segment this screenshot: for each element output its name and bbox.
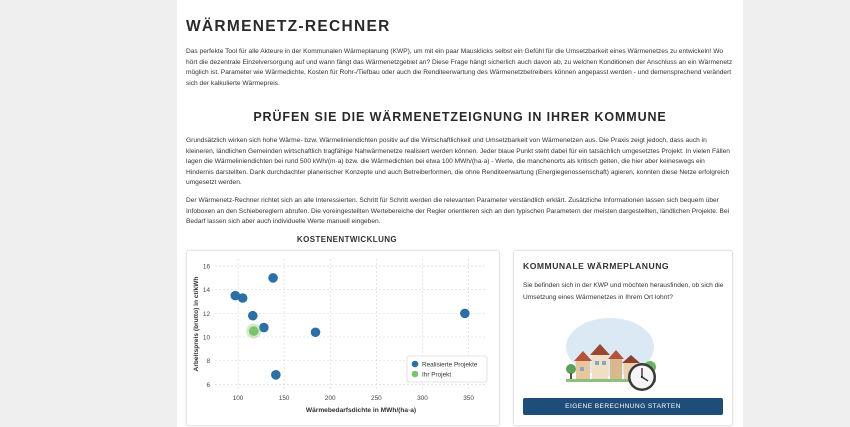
y-tick-label: 10 (202, 334, 210, 342)
x-tick-label: 200 (324, 395, 336, 402)
tree-icon (566, 364, 576, 374)
legend-label: Ihr Projekt (422, 371, 452, 379)
section-title: PRÜFEN SIE DIE WÄRMENETZEIGNUNG IN IHRER KOMMUNE (253, 110, 667, 124)
x-tick-label: 350 (463, 395, 474, 402)
clock-icon (628, 363, 656, 391)
page-content (177, 0, 743, 427)
data-point-own-project (249, 326, 259, 336)
chart-card (186, 250, 500, 426)
data-point-realized-project (238, 293, 248, 303)
scatter-chart (187, 251, 501, 427)
section-paragraph-1: Grundsätzlich wirken sich hohe Wärme- bzw. Wärmeliniendichten positiv auf die Wirtschaftlichkeit und Umsetzbarkeit von Wärmenetzen aus. Die Praxis zeigt jedoch, dass auch in kleineren, ländlichen Gemeinden wirtschaftlich tragfähige Nahwärmenetze realisiert werden können. Jeder blaue Punkt steht dabei für ein tatsächlich umgesetztes Projekt. In vielen Fällen lagen die Wärmeliniendichten bei rund 500 kWh/(m·a) bzw. die Wärmedichten bei etwa 100 MWh/(ha·a) - Werte, die manchenorts als kritisch gelten, die hier aber keineswegs ein Hindernis darstellten. Dank durchdachter planerischer Konzepte und auch Betreiberformen, die ohne Renditeerwartung (Energiegenossenschaft) agieren, konnten diese Netze erfolgreich umgesetzt werden. (186, 137, 730, 186)
x-axis-label: Wärmebedarfsdichte in MWh/(ha·a) (305, 407, 417, 414)
chart-title: KOSTENENTWICKLUNG (296, 235, 398, 244)
village-clock-illustration (564, 317, 664, 395)
y-axis-label: Arbeitspreis (brutto) in ct/kWh (193, 276, 200, 372)
page-title: WÄRMENETZ-RECHNER (186, 18, 391, 35)
x-tick-label: 250 (371, 395, 382, 402)
y-tick-label: 6 (206, 381, 210, 389)
kwp-card (513, 250, 733, 426)
data-point-realized-project (248, 311, 258, 321)
y-tick-label: 16 (202, 263, 210, 271)
kwp-card-text: Sie befinden sich in der KWP und möchten herausfinden, ob sich die Umsetzung eines Wärmenetzes in Ihrem Ort lohnt? (523, 282, 724, 301)
kwp-card-title: KOMMUNALE WÄRMEPLANUNG (523, 261, 670, 271)
legend-marker (412, 371, 419, 378)
start-calculation-button[interactable]: EIGENE BERECHNUNG STARTEN (523, 398, 723, 415)
y-tick-label: 12 (202, 310, 210, 318)
x-tick-label: 150 (278, 395, 290, 402)
section-paragraph-2: Der Wärmenetz-Rechner richtet sich an alle Interessierten. Schritt für Schritt werden die relevanten Parameter verständlich erklärt. Zusätzliche Informationen lassen sich bequem über Infoboxen an den Schiebereglern abrufen. Die voreingestellten Wertebereiche der Regler orientieren sich an den typischen Parametern der meisten dargestellten, ländlichen Projekte. Bei Bedarf lassen sich aber auch individuelle Werte manuell eingeben. (186, 197, 730, 225)
data-point-realized-project (311, 327, 321, 337)
y-tick-label: 8 (206, 358, 210, 366)
x-tick-label: 100 (232, 395, 244, 402)
data-point-realized-project (268, 273, 278, 283)
legend-label: Realisierte Projekte (422, 361, 478, 369)
x-tick-label: 300 (417, 395, 428, 402)
data-point-realized-project (460, 309, 470, 319)
legend-marker (412, 361, 419, 368)
data-point-realized-project (271, 370, 281, 380)
intro-paragraph: Das perfekte Tool für alle Akteure in der Kommunalen Wärmeplanung (KWP), um mit ein paar Mausklicks selbst ein Gefühl für die Umsetzbarkeit eines Wärmenetzes zu entwickeln! Wo hört die dezentrale Einzelversorgung auf und wann fängt das Wärmenetzgebiet an? Diese Frage hängt sicherlich auch davon ab, zu welchen Konditionen der Anschluss an ein Wärmenetz möglich ist. Parameter wie Wärmedichte, Kosten für Rohr-/Tiefbau oder auch die Renditeerwartung des Wärmenetzbetreibers können angepasst werden - und demensprechend verändert sich der kalkulierte Wärmepreis. (186, 48, 733, 87)
y-tick-label: 14 (202, 287, 210, 295)
